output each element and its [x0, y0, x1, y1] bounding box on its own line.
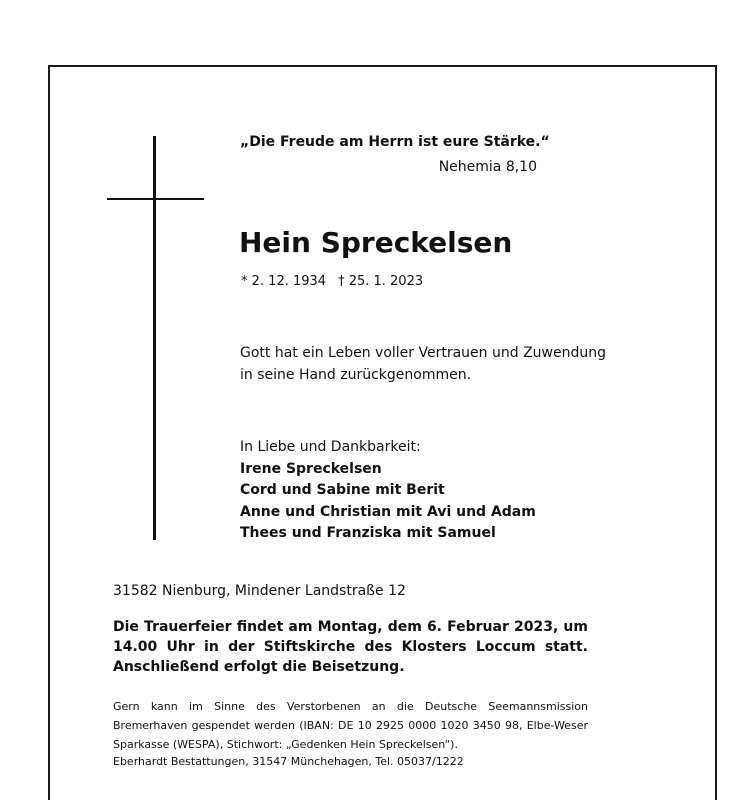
memorial-message-line: Gott hat ein Leben voller Vertrauen und Zuwendung: [240, 345, 606, 361]
cross-horizontal-bar: [107, 198, 204, 200]
mourner-name: Cord und Sabine mit Berit: [240, 482, 445, 498]
bible-quote: „Die Freude am Herrn ist eure Stärke.“: [240, 134, 550, 150]
mourner-name: Thees und Franziska mit Samuel: [240, 525, 496, 541]
family-address: 31582 Nienburg, Mindener Landstraße 12: [113, 583, 406, 599]
mourners-block: [240, 437, 536, 545]
donation-notice: Gern kann im Sinne des Verstorbenen an die Deutsche Seemannsmission Bremerhaven gespendet werden (IBAN: DE 10 2925 0000 1020 3450 98, Elbe-Weser Sparkasse (WESPA), Stichwort: „Gedenken Hein Spreckelsen“).: [113, 700, 588, 751]
obituary-frame: [48, 65, 717, 800]
mourner-name: Anne und Christian mit Avi und Adam: [240, 503, 536, 520]
mourner-name: Irene Spreckelsen: [240, 460, 382, 477]
cross-vertical-bar: [153, 136, 156, 540]
deceased-name: Hein Spreckelsen: [239, 226, 513, 259]
bible-quote-reference: Nehemia 8,10: [438, 159, 537, 175]
memorial-message-line: in seine Hand zurückgenommen.: [240, 367, 472, 383]
mourners-intro: In Liebe und Dankbarkeit:: [240, 439, 421, 455]
death-date: † 25. 1. 2023: [338, 274, 424, 289]
undertaker-info: Eberhardt Bestattungen, 31547 Münchehagen, Tel. 05037/1222: [113, 755, 464, 768]
birth-date: * 2. 12. 1934: [241, 274, 327, 289]
life-dates: [241, 274, 423, 289]
funeral-notice: Die Trauerfeier findet am Montag, dem 6. Februar 2023, um 14.00 Uhr in der Stiftskirche des Klosters Loccum statt. Anschließend erfolgt die Beisetzung.: [113, 619, 588, 675]
memorial-message: [240, 342, 606, 386]
